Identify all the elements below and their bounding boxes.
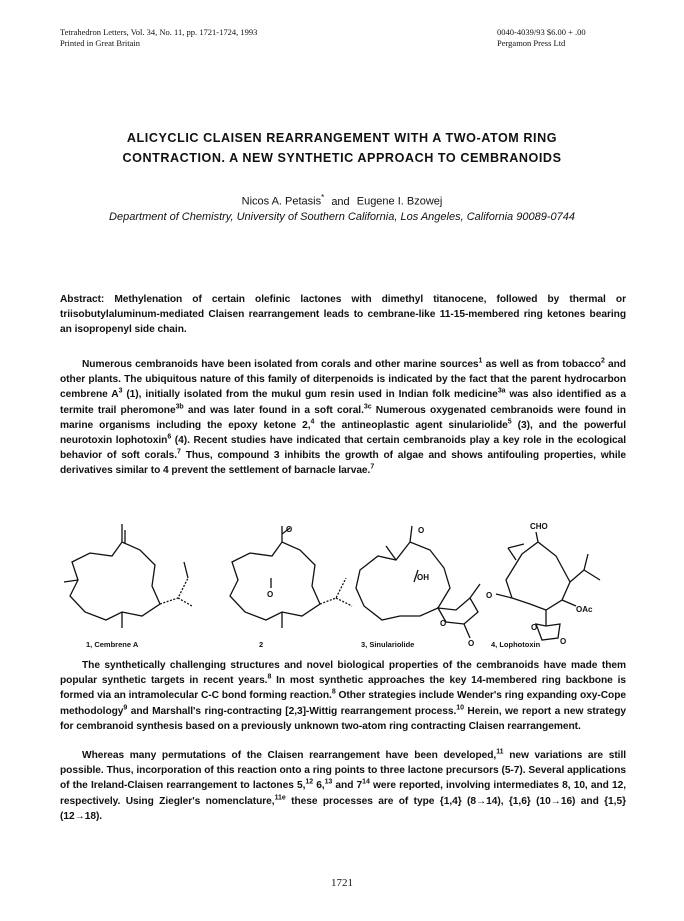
reference-mark: 3a: [497, 388, 506, 396]
reference-mark: 11: [496, 748, 504, 756]
corresponding-mark: *: [321, 193, 325, 202]
structure-label-oh: OH: [417, 573, 429, 582]
journal-citation-line1: Tetrahedron Letters, Vol. 34, No. 11, pp. 1721-1724, 1993: [60, 27, 258, 37]
text-run: The synthetically challenging structures and novel biological properties of the cembranoids have made them popular synthetic targets in recent years.: [60, 660, 626, 687]
reference-mark: 5: [507, 418, 512, 426]
text-run: Herein, we report a new strategy for cembranoid synthesis based on a previously unknown two-atom ring contracting Claisen rearrangement.: [60, 705, 626, 732]
page-number: 1721: [331, 877, 353, 889]
paper-title-line2: CONTRACTION. A NEW SYNTHETIC APPROACH TO CEMBRANOIDS: [122, 151, 562, 165]
text-run: (1), initially isolated from the mukul gum resin used in Indian folk medicine: [122, 389, 498, 401]
structure-cembrene-a: [64, 524, 192, 628]
structure-label-o: O: [531, 623, 538, 632]
reference-mark: 13: [324, 779, 333, 787]
reference-mark: 3: [118, 388, 123, 396]
reference-mark: 6: [167, 433, 172, 441]
text-run: Numerous cembranoids have been isolated from corals and other marine sources: [82, 359, 479, 370]
text-run: (3), and the powerful neurotoxin lophotoxin: [60, 419, 627, 447]
author-1: Nicos A. Petasis: [241, 195, 322, 208]
cembranoid-structures-figure: [60, 520, 626, 652]
publisher-line: Pergamon Press Ltd: [497, 38, 566, 48]
reference-mark: 7: [177, 448, 181, 456]
text-run: and Marshall's ring-contracting [2,3]-Wittig rearrangement process.: [127, 705, 457, 717]
structure-label-o: O: [468, 639, 475, 648]
reference-mark: 8: [331, 689, 336, 697]
reference-mark: 1: [478, 357, 483, 365]
structure-label-o: O: [267, 590, 274, 599]
text-run: (4). Recent studies have indicated that certain cembranoids play a key role in the ecological behavior of soft corals.: [60, 435, 626, 462]
text-run: and was later found in a soft coral.: [183, 404, 364, 416]
journal-price-line1: 0040-4039/93 $6.00 + .00: [497, 27, 586, 37]
reference-mark: 12: [305, 779, 314, 787]
caption-cembrene-a: 1, Cembrene A: [86, 640, 139, 649]
paragraph-intro: [60, 357, 626, 479]
text-run: and other plants. The ubiquitous nature of this family of diterpenoids is indicated by the fact that the parent hydrocarbon cembrene A: [60, 359, 626, 401]
journal-price: [497, 27, 586, 49]
text-run: 6,: [313, 780, 325, 792]
text-run: and 7: [332, 780, 363, 792]
journal-citation-line2: Printed in Great Britain: [60, 38, 141, 48]
text-run: as well as from tobacco: [482, 359, 601, 370]
journal-citation: [60, 27, 257, 49]
structure-label-oac: OAc: [576, 605, 593, 614]
paper-title-line1: ALICYCLIC CLAISEN REARRANGEMENT WITH A TWO-ATOM RING: [126, 131, 558, 145]
paper-title: [60, 128, 624, 168]
caption-sinulariolide: 3, Sinulariolide: [361, 640, 415, 649]
author-2: Eugene I. Bzowej: [356, 195, 443, 208]
reference-mark: 11e: [274, 794, 286, 802]
reference-mark: 8: [267, 673, 272, 681]
text-run: were reported, involving intermediates 8, 10, and 12, respectively. Using Ziegler's nomenclature,: [60, 780, 626, 807]
structure-label-o: O: [440, 619, 447, 628]
structure-label-o: O: [418, 526, 425, 535]
caption-lophotoxin: 4, Lophotoxin: [491, 640, 541, 649]
reference-mark: 3c: [363, 403, 372, 411]
reference-mark: 10: [456, 704, 464, 712]
reference-mark: 4: [310, 418, 315, 426]
paragraph-claisen: [60, 748, 626, 824]
text-run: these processes are of type {1,4} (8→14), {1,6} (10→16) and {1,5} (12→18).: [60, 795, 626, 822]
reference-mark: 7: [370, 464, 375, 472]
text-run: the antineoplastic agent sinulariolide: [314, 419, 508, 431]
abstract-text: Methylenation of certain olefinic lactones with dimethyl titanocene, followed by thermal or triisobutylaluminum-mediated Claisen rearrangement leads to cembrane-like 11-15-membered ring ketones bearing an isopropenyl side chain.: [60, 294, 626, 336]
author-conjunction: and: [331, 195, 350, 208]
caption-compound-2: 2: [259, 640, 264, 649]
structure-label-o: O: [286, 525, 293, 534]
reference-mark: 9: [123, 704, 128, 712]
text-run: Numerous oxygenated cembranoids were found in marine organisms including the epoxy ketone 2,: [60, 404, 626, 431]
text-run: Whereas many permutations of the Claisen rearrangement have been developed,: [82, 750, 497, 761]
text-run: Thus, compound 3 inhibits the growth of algae and shows antifouling properties, while derivatives similar to 4 prevent the settlement of barnacle larvae.: [60, 450, 626, 477]
text-run: was also identified as a termite trail pheromone: [60, 389, 626, 416]
text-run: new variations are still possible. Thus, incorporation of this reaction onto a ring points to three lactone precursors (5-7). Several applications of the Ireland-Claisen rearrangement to lactones 5,: [60, 750, 627, 792]
author-list: [0, 193, 684, 208]
abstract: [60, 292, 626, 338]
structure-label-o: O: [560, 637, 567, 646]
structure-label-cho: CHO: [530, 522, 548, 531]
abstract-label: Abstract:: [60, 294, 105, 305]
affiliation: Department of Chemistry, University of Southern California, Los Angeles, California 90089-0744: [109, 211, 575, 223]
reference-mark: 2: [600, 357, 605, 365]
text-run: Other strategies include Wender's ring expanding oxy-Cope methodology: [60, 690, 626, 717]
structure-epoxy-ketone: [230, 525, 352, 628]
reference-mark: 14: [362, 779, 370, 787]
reference-mark: 3b: [175, 403, 184, 411]
text-run: In most synthetic approaches the key 14-membered ring backbone is formed via an intramolecular C-C bond forming reaction.: [60, 675, 626, 702]
structure-label-o: O: [486, 591, 493, 600]
structure-sinulariolide: [356, 526, 480, 648]
structure-lophotoxin: [486, 522, 600, 646]
paragraph-synthesis: [60, 658, 626, 734]
